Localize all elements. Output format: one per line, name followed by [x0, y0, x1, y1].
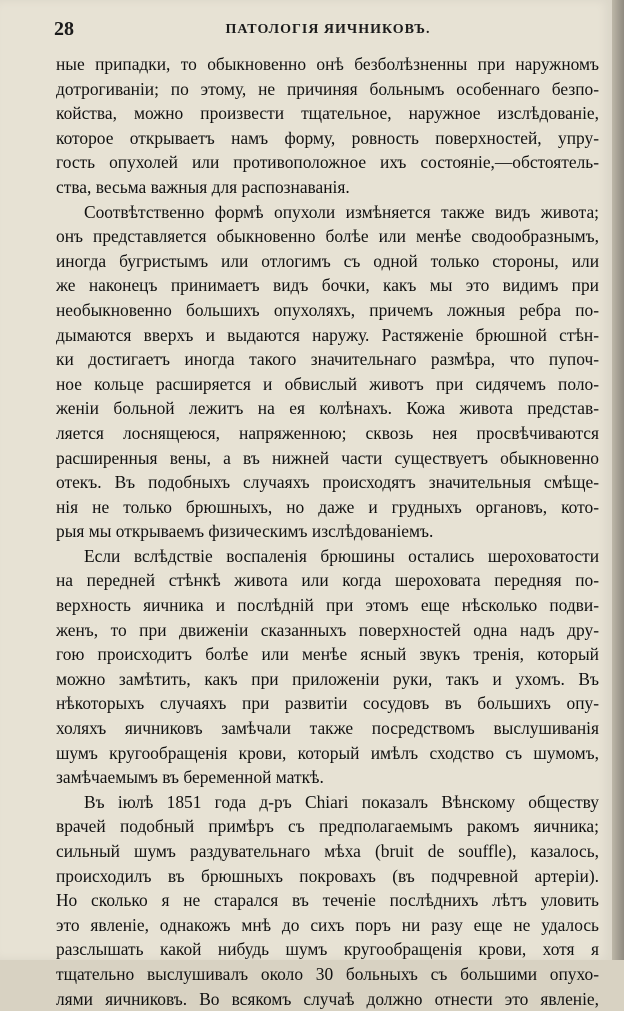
text-line: дотрогиваніи; по этому, не причиняя больнымъ особеннаго безпо- [56, 78, 599, 99]
page-number: 28 [54, 18, 74, 40]
running-title: ПАТОЛОГІЯ ЯИЧНИКОВЪ. [225, 22, 431, 37]
page-header [54, 18, 602, 48]
text-line: же наконецъ принимаетъ видъ бочки, какъ мы это видимъ при [56, 275, 599, 296]
text-line: шумъ кругообращенія крови, который имѣлъ сходство съ шумомъ, [56, 742, 599, 763]
text-line: замѣчаемымъ въ беременной маткѣ. [56, 767, 324, 788]
text-line: Соотвѣтственно формѣ опухоли измѣняется также видъ живота; [84, 201, 599, 222]
text-line: Но сколько я не старался въ теченіе послѣднихъ лѣтъ уловить [56, 890, 599, 911]
text-line: врачей подобный примѣръ съ предполагаемымъ ракомъ яичника; [56, 816, 599, 837]
text-line: женіи больной лежитъ на ея колѣнахъ. Кожа живота представ- [56, 398, 599, 419]
text-line: тщательно выслушивалъ около 30 больныхъ съ большими опухо- [56, 963, 599, 984]
text-line: разслышать какой нибудь шумъ кругообращенія крови, хотя я [56, 939, 599, 960]
text-line: онъ представляется обыкновенно болѣе или менѣе сводообразнымъ, [56, 226, 599, 247]
text-line: необыкновенно большихъ опухоляхъ, причемъ ложныя ребра по- [56, 299, 599, 320]
text-line: ства, весьма важныя для распознаванія. [56, 176, 350, 197]
text-line: сильный шумъ раздувательнаго мѣха (bruit de souffle), казалось, [56, 841, 599, 861]
text-line: ки достигаетъ иногда такого значительнаго размѣра, что пупоч- [56, 349, 599, 370]
page-gutter [612, 0, 624, 960]
text-line: происходилъ въ брюшныхъ покровахъ (въ подчревной артеріи). [56, 865, 599, 886]
text-line: можно замѣтить, какъ при приложеніи руки, такъ и ухомъ. Въ [56, 668, 599, 689]
body-text [56, 52, 599, 1011]
text-line: иногда бугристымъ или отлогимъ съ одной только стороны, или [56, 250, 599, 271]
text-line: расширенныя вены, а въ нижней части существуетъ обыкновенно [56, 447, 599, 468]
text-line: рыя мы открываемъ физическимъ изслѣдованіемъ. [56, 521, 434, 542]
text-line: отекъ. Въ подобныхъ случаяхъ происходятъ значительныя смѣще- [56, 472, 599, 493]
text-line: верхность яичника и послѣдній при этомъ еще нѣсколько подви- [56, 595, 599, 616]
text-line: дымаются вверхъ и выдаются наружу. Растяженіе брюшной стѣн- [56, 324, 599, 345]
text-line: Въ іюлѣ 1851 года д-ръ Chiari показалъ Вѣнскому обществу [84, 791, 599, 812]
text-line: гость опухолей или противоположное ихъ состояніе,—обстоятель- [56, 152, 599, 173]
text-line: которое открываетъ намъ форму, ровность поверхностей, упру- [56, 127, 599, 148]
text-line: Если вслѣдствіе воспаленія брюшины остались шероховатости [84, 545, 599, 566]
text-line: гою происходитъ болѣе или менѣе ясный звукъ тренія, который [56, 644, 599, 665]
text-line: на передней стѣнкѣ живота или когда шероховата передняя по- [56, 570, 599, 591]
text-line: нія не только брюшныхъ, но даже и грудныхъ органовъ, кото- [56, 496, 599, 517]
text-line: лями яичниковъ. Во всякомъ случаѣ должно отнести это явленіе, [56, 988, 599, 1009]
text-line: ное кольце расширяется и обвислый животъ при сидячемъ поло- [56, 373, 599, 394]
text-line: ляется лоснящеюся, напряженною; сквозь нея просвѣчиваются [56, 422, 599, 443]
text-line: это явленіе, однакожъ мнѣ до сихъ поръ ни разу еще не удалось [56, 914, 599, 935]
text-line: нѣкоторыхъ случаяхъ при развитіи сосудовъ въ большихъ опу- [56, 693, 599, 714]
text-line: койства, можно произвести тщательное, наружное изслѣдованіе, [56, 103, 599, 124]
text-line: женъ, то при движеніи сказанныхъ поверхностей одна надъ дру- [56, 619, 599, 640]
text-line: ные припадки, то обыкновенно онѣ безболѣзненны при наружномъ [56, 54, 599, 74]
text-line: холяхъ яичниковъ замѣчали также посредствомъ выслушиванія [56, 718, 599, 739]
